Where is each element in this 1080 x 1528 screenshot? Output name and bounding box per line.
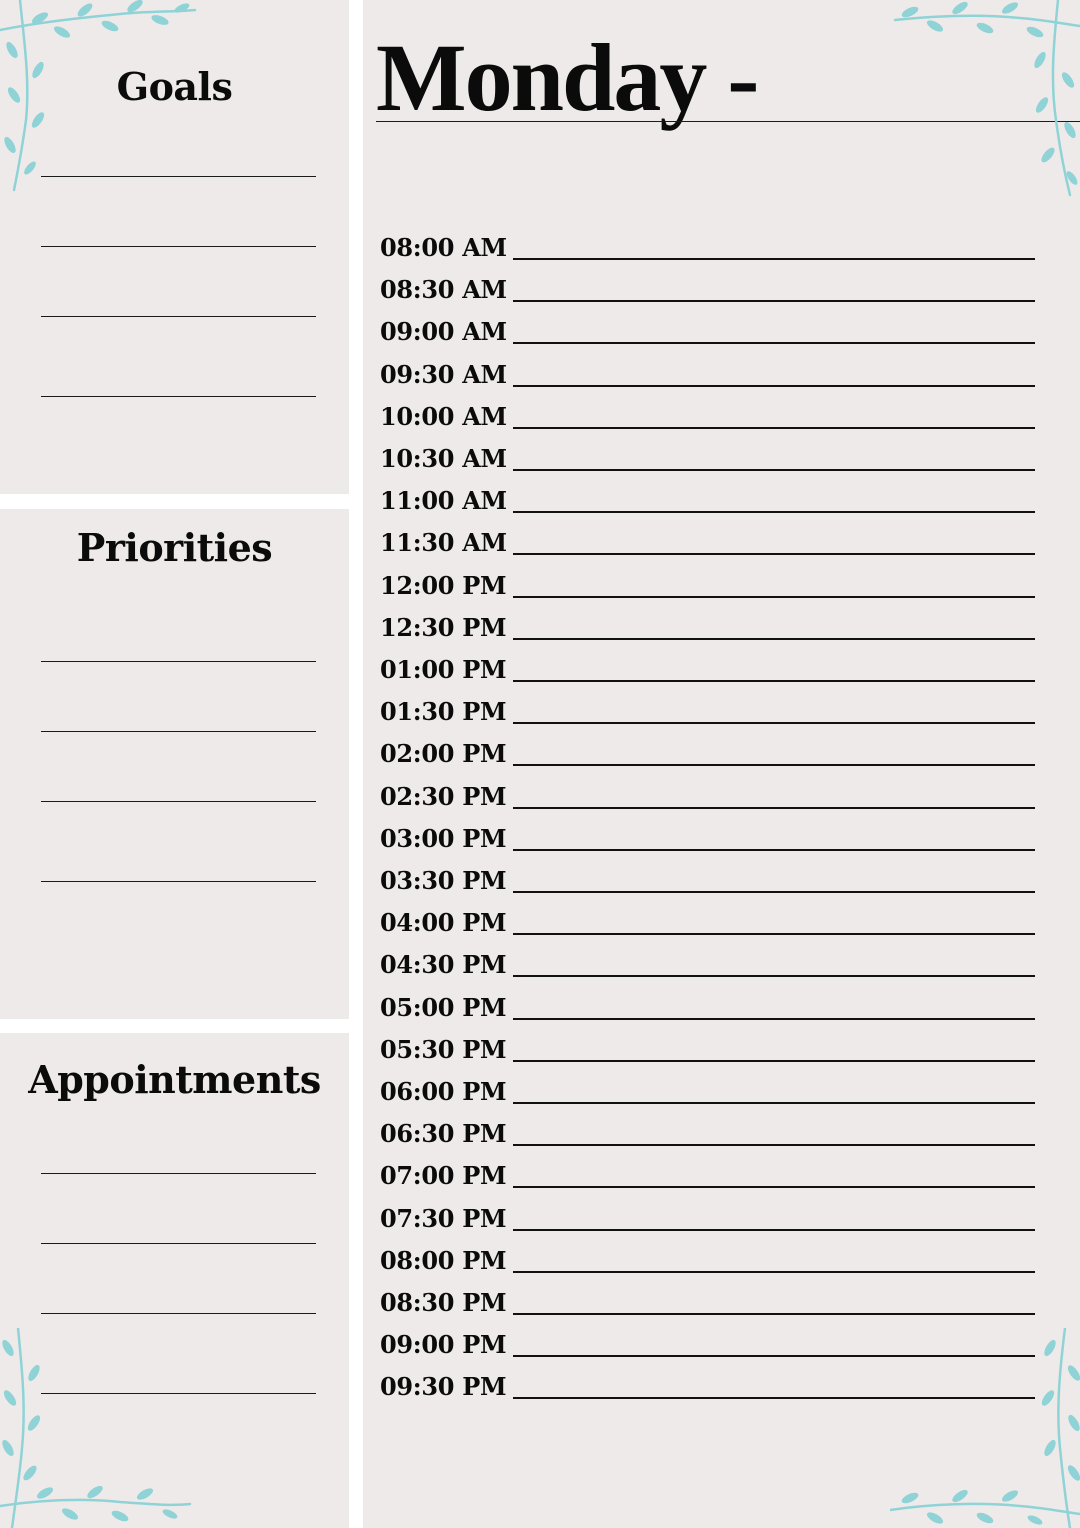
slot-write-line[interactable] bbox=[513, 1060, 1035, 1062]
slot-time-label: 09:00 PM bbox=[380, 1330, 507, 1360]
schedule-slot bbox=[380, 1369, 1040, 1402]
priorities-line[interactable] bbox=[41, 881, 316, 882]
appointments-line[interactable] bbox=[41, 1313, 316, 1314]
slot-time-label: 07:00 PM bbox=[380, 1161, 507, 1191]
schedule-slot bbox=[380, 905, 1040, 938]
schedule-slot bbox=[380, 821, 1040, 851]
slot-write-line[interactable] bbox=[513, 849, 1035, 851]
slot-time-label: 03:00 PM bbox=[380, 823, 507, 853]
goals-line[interactable] bbox=[41, 396, 316, 397]
slot-write-line[interactable] bbox=[513, 1271, 1035, 1273]
day-title-underline[interactable] bbox=[376, 121, 1080, 122]
schedule-slot bbox=[380, 1243, 1040, 1273]
slot-time-label: 10:00 AM bbox=[380, 401, 507, 431]
priorities-line[interactable] bbox=[41, 661, 316, 662]
slot-write-line[interactable] bbox=[513, 469, 1035, 471]
slot-time-label: 01:30 PM bbox=[380, 697, 507, 727]
appointments-line[interactable] bbox=[41, 1393, 316, 1394]
slot-time-label: 02:30 PM bbox=[380, 781, 507, 811]
schedule-slot bbox=[380, 694, 1040, 727]
slot-write-line[interactable] bbox=[513, 511, 1035, 513]
slot-time-label: 02:00 PM bbox=[380, 739, 507, 769]
appointments-line[interactable] bbox=[41, 1173, 316, 1174]
slot-write-line[interactable] bbox=[513, 300, 1035, 302]
slot-time-label: 04:30 PM bbox=[380, 950, 507, 980]
priorities-line[interactable] bbox=[41, 801, 316, 802]
priorities-title: Priorities bbox=[76, 525, 273, 570]
schedule-slot bbox=[380, 1285, 1040, 1315]
slot-write-line[interactable] bbox=[513, 385, 1035, 387]
slot-time-label: 09:30 PM bbox=[380, 1372, 507, 1402]
slot-write-line[interactable] bbox=[513, 1355, 1035, 1357]
slot-time-label: 08:00 PM bbox=[380, 1245, 507, 1275]
slot-write-line[interactable] bbox=[513, 638, 1035, 640]
slot-write-line[interactable] bbox=[513, 722, 1035, 724]
schedule-slot bbox=[380, 610, 1040, 640]
goals-line[interactable] bbox=[41, 316, 316, 317]
slot-time-label: 05:00 PM bbox=[380, 992, 507, 1022]
schedule-slot bbox=[380, 652, 1040, 682]
schedule-slot bbox=[380, 736, 1040, 769]
slot-write-line[interactable] bbox=[513, 1229, 1035, 1231]
schedule-slot bbox=[380, 483, 1040, 516]
slot-write-line[interactable] bbox=[513, 1102, 1035, 1104]
appointments-line[interactable] bbox=[41, 1243, 316, 1244]
goals-panel bbox=[0, 0, 349, 494]
schedule-slot bbox=[380, 272, 1040, 305]
schedule-slot bbox=[380, 863, 1040, 893]
appointments-panel bbox=[0, 1033, 349, 1528]
slot-time-label: 09:30 AM bbox=[380, 359, 507, 389]
priorities-line[interactable] bbox=[41, 731, 316, 732]
slot-write-line[interactable] bbox=[513, 1313, 1035, 1315]
schedule-slot bbox=[380, 399, 1040, 429]
slot-write-line[interactable] bbox=[513, 1144, 1035, 1146]
slot-time-label: 01:00 PM bbox=[380, 655, 507, 684]
slot-write-line[interactable] bbox=[513, 342, 1035, 344]
schedule-slot bbox=[380, 947, 1040, 980]
slot-time-label: 06:30 PM bbox=[380, 1119, 507, 1149]
slot-write-line[interactable] bbox=[513, 680, 1035, 682]
slot-time-label: 10:30 AM bbox=[380, 444, 507, 473]
slot-write-line[interactable] bbox=[513, 258, 1035, 260]
schedule-slot bbox=[380, 441, 1040, 471]
schedule-slot bbox=[380, 1032, 1040, 1062]
schedule-slot bbox=[380, 1327, 1040, 1360]
slot-time-label: 07:30 PM bbox=[380, 1203, 507, 1233]
schedule-slot bbox=[380, 779, 1040, 809]
schedule-slot bbox=[380, 990, 1040, 1020]
schedule-slot bbox=[380, 230, 1040, 260]
priorities-panel bbox=[0, 509, 349, 1019]
slot-write-line[interactable] bbox=[513, 807, 1035, 809]
slot-time-label: 11:00 AM bbox=[380, 486, 507, 516]
schedule-slot bbox=[380, 1201, 1040, 1231]
slot-time-label: 08:00 AM bbox=[380, 233, 507, 262]
schedule-slot bbox=[380, 1158, 1040, 1191]
slot-time-label: 03:30 PM bbox=[380, 866, 507, 895]
slot-time-label: 12:30 PM bbox=[380, 612, 507, 642]
appointments-title: Appointments bbox=[28, 1057, 321, 1102]
slot-write-line[interactable] bbox=[513, 1397, 1035, 1399]
goals-line[interactable] bbox=[41, 176, 316, 177]
schedule-slot bbox=[380, 568, 1040, 598]
slot-time-label: 08:30 PM bbox=[380, 1288, 507, 1317]
slot-write-line[interactable] bbox=[513, 1018, 1035, 1020]
slot-write-line[interactable] bbox=[513, 891, 1035, 893]
slot-write-line[interactable] bbox=[513, 1186, 1035, 1188]
schedule-slot bbox=[380, 314, 1040, 347]
schedule-slot bbox=[380, 1116, 1040, 1149]
slot-time-label: 04:00 PM bbox=[380, 908, 507, 938]
slot-write-line[interactable] bbox=[513, 427, 1035, 429]
schedule-slot bbox=[380, 525, 1040, 558]
slot-write-line[interactable] bbox=[513, 975, 1035, 977]
schedule-slot bbox=[380, 1074, 1040, 1104]
schedule-slot bbox=[380, 357, 1040, 387]
goals-line[interactable] bbox=[41, 246, 316, 247]
slot-write-line[interactable] bbox=[513, 764, 1035, 766]
slot-write-line[interactable] bbox=[513, 553, 1035, 555]
day-title: Monday - bbox=[376, 24, 758, 131]
slot-write-line[interactable] bbox=[513, 596, 1035, 598]
slot-time-label: 05:30 PM bbox=[380, 1034, 507, 1064]
slot-time-label: 11:30 AM bbox=[380, 528, 507, 558]
slot-write-line[interactable] bbox=[513, 933, 1035, 935]
slot-time-label: 06:00 PM bbox=[380, 1077, 507, 1106]
slot-time-label: 12:00 PM bbox=[380, 570, 507, 600]
slot-time-label: 09:00 AM bbox=[380, 317, 507, 347]
slot-time-label: 08:30 AM bbox=[380, 275, 507, 305]
goals-title: Goals bbox=[116, 64, 233, 109]
